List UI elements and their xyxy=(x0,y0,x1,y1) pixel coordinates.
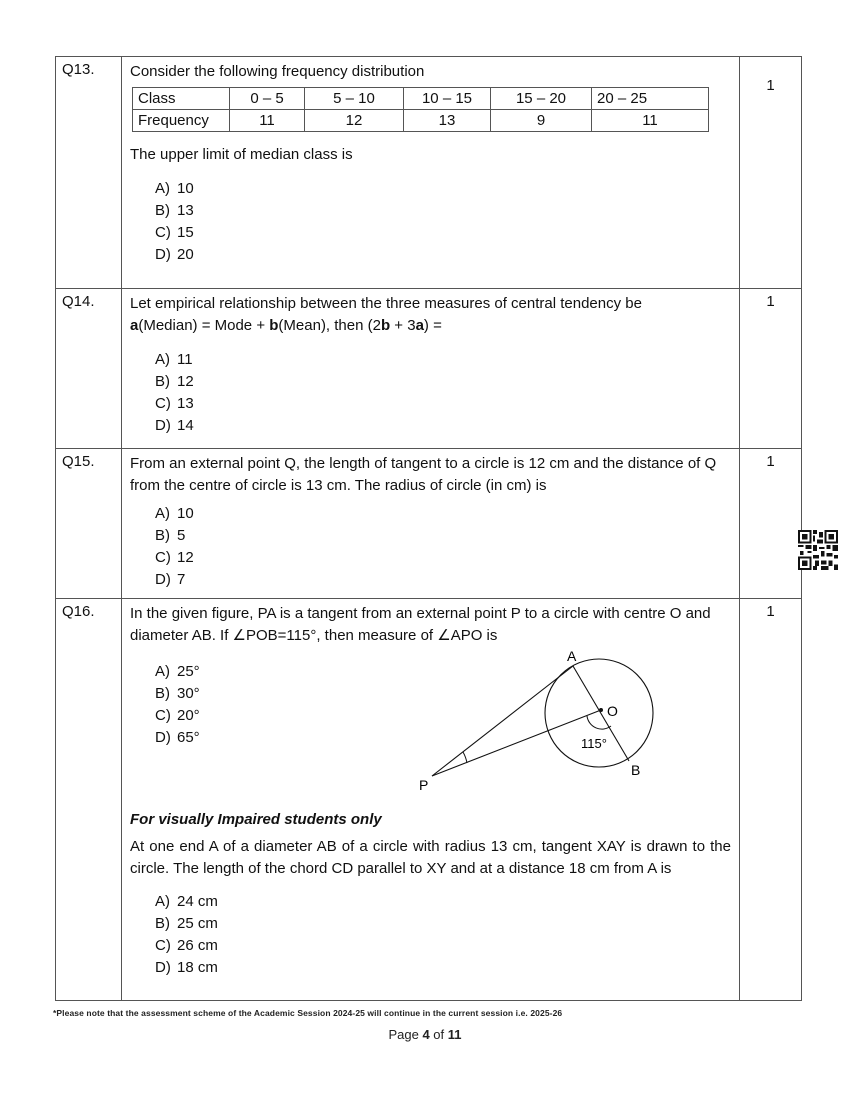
frequency-cell: 9 xyxy=(491,110,592,132)
text-part: (Median) = Mode + xyxy=(138,317,270,334)
option-label: D) xyxy=(155,571,171,588)
option-value: 13 xyxy=(177,395,194,412)
qr-code-icon[interactable] xyxy=(798,530,838,570)
option-label: A) xyxy=(155,663,170,680)
option-value: 24 cm xyxy=(177,893,218,910)
marks-cell xyxy=(740,599,802,1001)
label-o: O xyxy=(607,703,618,719)
option-label: C) xyxy=(155,395,171,412)
option-value: 12 xyxy=(177,373,194,390)
text-part: (Mean), then (2 xyxy=(278,317,381,334)
option-c xyxy=(155,393,731,415)
question-body xyxy=(122,57,740,289)
option-value: 13 xyxy=(177,202,194,219)
question-number: Q14. xyxy=(56,289,122,449)
option-value: 25° xyxy=(177,663,200,680)
option-label: A) xyxy=(155,893,170,910)
option-value: 5 xyxy=(177,527,186,544)
option-value: 12 xyxy=(177,549,194,566)
label-angle: 115° xyxy=(581,736,607,751)
vi-option-b xyxy=(155,913,731,935)
frequency-cell: 11 xyxy=(592,110,709,132)
var-a: a xyxy=(415,317,424,334)
option-c xyxy=(155,222,731,244)
options-list xyxy=(155,503,731,591)
row-header-frequency: Frequency xyxy=(133,110,230,132)
class-cell: 5 – 10 xyxy=(305,88,404,110)
question-text: In the given figure, PA is a tangent from an external point P to a circle with centre O and diameter AB. If ∠POB=115°, then measure of ∠APO is xyxy=(130,605,711,644)
question-text-line: Let empirical relationship between the three measures of central tendency be xyxy=(130,295,642,312)
vi-options-list xyxy=(155,891,731,979)
option-value: 26 cm xyxy=(177,937,218,954)
option-label: D) xyxy=(155,246,171,263)
page-prefix: Page xyxy=(388,1027,423,1042)
page-of: of xyxy=(429,1027,448,1042)
option-value: 7 xyxy=(177,571,186,588)
option-value: 11 xyxy=(177,351,193,368)
option-a xyxy=(155,178,731,200)
question-text xyxy=(130,293,731,337)
option-value: 18 cm xyxy=(177,959,218,976)
option-b xyxy=(155,371,731,393)
row-header-class: Class xyxy=(133,88,230,110)
question-number: Q16. xyxy=(56,599,122,1001)
frequency-cell: 12 xyxy=(305,110,404,132)
marks-value: 1 xyxy=(766,293,775,310)
option-b xyxy=(155,525,731,547)
question-text: The upper limit of median class is xyxy=(130,146,353,163)
question-number: Q15. xyxy=(56,449,122,599)
question-row-q13 xyxy=(56,57,802,289)
vi-option-c xyxy=(155,935,731,957)
question-body xyxy=(122,599,740,1001)
label-p: P xyxy=(419,777,429,793)
option-b xyxy=(155,200,731,222)
var-a: a xyxy=(130,317,139,334)
vi-option-d xyxy=(155,957,731,979)
marks-value: 1 xyxy=(766,453,775,470)
class-cell: 15 – 20 xyxy=(491,88,592,110)
question-text: From an external point Q, the length of tangent to a circle is 12 cm and the distance of Q from the centre of circle is 13 cm. The radius of circle (in cm) is xyxy=(130,455,717,494)
var-b: b xyxy=(269,317,279,334)
label-b: B xyxy=(631,762,641,778)
class-cell: 0 – 5 xyxy=(230,88,305,110)
var-b: b xyxy=(380,317,391,334)
question-body xyxy=(122,289,740,449)
option-label: C) xyxy=(155,707,171,724)
marks-cell xyxy=(740,449,802,599)
option-label: D) xyxy=(155,417,171,434)
assessment-scheme-footnote: *Please note that the assessment scheme of the Academic Session 2024-25 will continue in the current session i.e. 2025-26 xyxy=(53,1008,563,1018)
option-label: A) xyxy=(155,180,170,197)
option-d xyxy=(155,244,731,266)
frequency-row xyxy=(133,110,709,132)
option-value: 20° xyxy=(177,707,200,724)
option-label: A) xyxy=(155,505,170,522)
page-total: 11 xyxy=(447,1027,462,1042)
question-row-q14 xyxy=(56,289,802,449)
option-label: C) xyxy=(155,549,171,566)
option-label: B) xyxy=(155,373,170,390)
text-part: ) = xyxy=(423,317,442,334)
option-d xyxy=(155,569,731,591)
questions-table xyxy=(55,56,802,1001)
visually-impaired-question: At one end A of a diameter AB of a circle with radius 13 cm, tangent XAY is drawn to the circle. The length of the chord CD parallel to XY and at a distance 18 cm from A is xyxy=(130,838,731,877)
page-number xyxy=(0,1027,850,1042)
option-label: C) xyxy=(155,937,171,954)
page-current: 4 xyxy=(422,1027,430,1042)
frequency-table xyxy=(132,87,709,132)
question-text-line xyxy=(130,315,731,337)
option-value: 25 cm xyxy=(177,915,218,932)
option-label: B) xyxy=(155,685,170,702)
class-cell: 10 – 15 xyxy=(404,88,491,110)
marks-value: 1 xyxy=(766,603,775,620)
question-row-q16 xyxy=(56,599,802,1001)
question-intro: Consider the following frequency distribution xyxy=(130,63,425,80)
option-label: A) xyxy=(155,351,170,368)
option-value: 30° xyxy=(177,685,200,702)
option-label: D) xyxy=(155,729,171,746)
question-body xyxy=(122,449,740,599)
vi-option-a xyxy=(155,891,731,913)
option-label: B) xyxy=(155,202,170,219)
text-part: + 3 xyxy=(390,317,416,334)
question-number: Q13. xyxy=(56,57,122,289)
option-label: B) xyxy=(155,527,170,544)
class-cell: 20 – 25 xyxy=(592,88,709,110)
question-row-q15 xyxy=(56,449,802,599)
option-value: 65° xyxy=(177,729,200,746)
options-list xyxy=(155,349,731,437)
option-value: 15 xyxy=(177,224,194,241)
frequency-cell: 13 xyxy=(404,110,491,132)
option-label: C) xyxy=(155,224,171,241)
option-value: 10 xyxy=(177,180,194,197)
tangent-circle-figure xyxy=(417,649,677,794)
option-a xyxy=(155,503,731,525)
option-value: 10 xyxy=(177,505,194,522)
option-value: 20 xyxy=(177,246,194,263)
option-label: B) xyxy=(155,915,170,932)
marks-cell xyxy=(740,289,802,449)
option-value: 14 xyxy=(177,417,194,434)
option-d xyxy=(155,415,731,437)
visually-impaired-heading: For visually Impaired students only xyxy=(130,811,382,828)
frequency-cell: 11 xyxy=(230,110,305,132)
marks-value: 1 xyxy=(766,77,775,94)
marks-cell xyxy=(740,57,802,289)
option-c xyxy=(155,547,731,569)
label-a: A xyxy=(567,649,577,664)
question-paper-page xyxy=(55,56,802,1001)
class-row xyxy=(133,88,709,110)
option-label: D) xyxy=(155,959,171,976)
options-list xyxy=(155,178,731,266)
option-a xyxy=(155,349,731,371)
